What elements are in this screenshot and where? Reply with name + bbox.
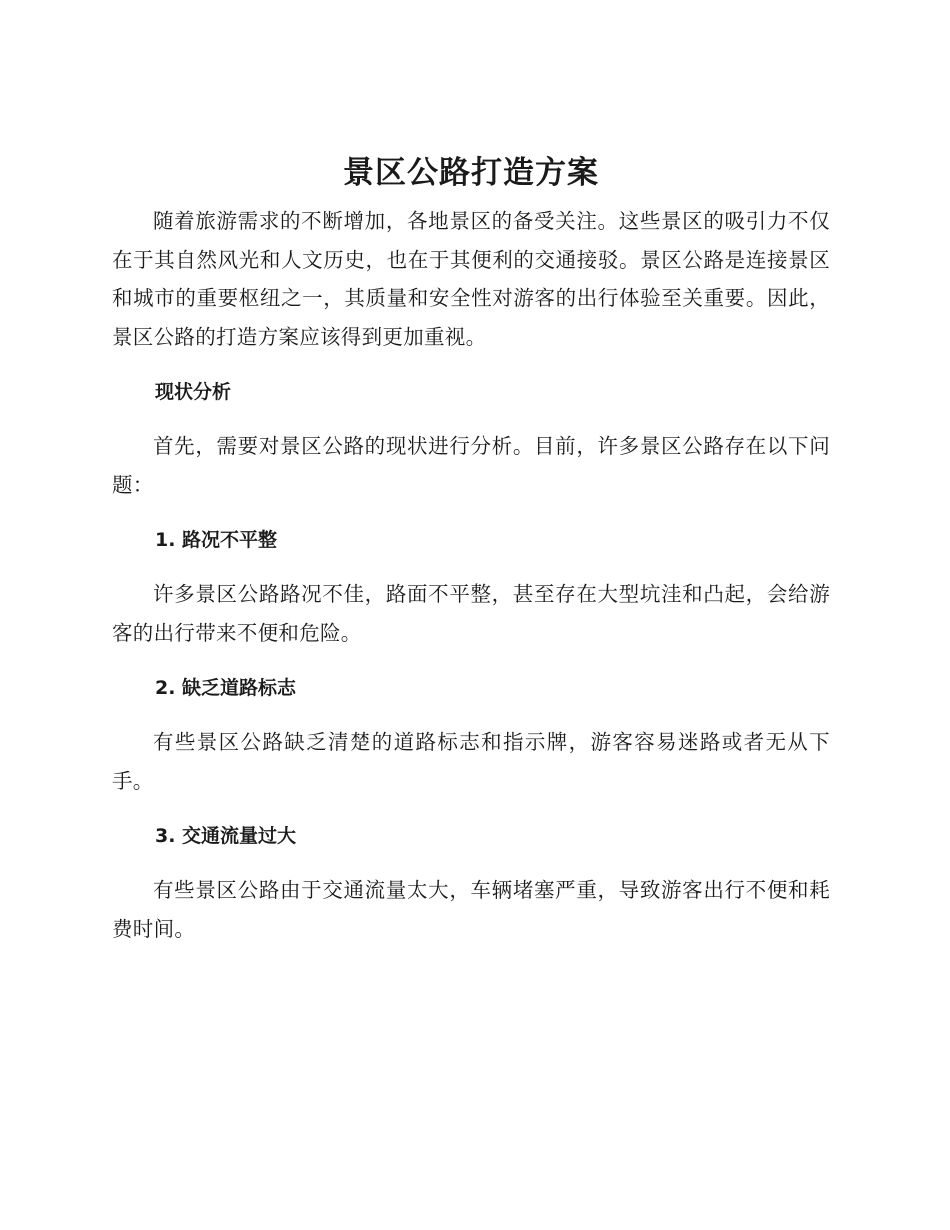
- document-title: 景区公路打造方案: [343, 155, 599, 191]
- intro-paragraph: 随着旅游需求的不断增加，各地景区的备受关注。这些景区的吸引力不仅在于其自然风光和人文历史，也在于其便利的交通接驳。景区公路是连接景区和城市的重要枢纽之一，其质量和安全性对游客的出行体验至关重要。因此，景区公路的打造方案应该得到更加重视。: [112, 209, 830, 349]
- issue-body-road-condition: 许多景区公路路况不佳，路面不平整，甚至存在大型坑洼和凸起，会给游客的出行带来不便和危险。: [112, 582, 830, 645]
- section-heading-status-analysis: 现状分析: [155, 381, 232, 403]
- issue-body-traffic-volume: 有些景区公路由于交通流量太大，车辆堵塞严重，导致游客出行不便和耗费时间。: [112, 878, 830, 941]
- issue-heading-road-condition: 1. 路况不平整: [155, 529, 278, 551]
- issue-heading-road-signs: 2. 缺乏道路标志: [155, 677, 297, 699]
- section-intro-paragraph: 首先，需要对景区公路的现状进行分析。目前，许多景区公路存在以下问题：: [112, 434, 830, 497]
- document-page: [112, 148, 830, 948]
- issue-body-road-signs: 有些景区公路缺乏清楚的道路标志和指示牌，游客容易迷路或者无从下手。: [112, 730, 830, 793]
- issue-heading-traffic-volume: 3. 交通流量过大: [155, 825, 297, 847]
